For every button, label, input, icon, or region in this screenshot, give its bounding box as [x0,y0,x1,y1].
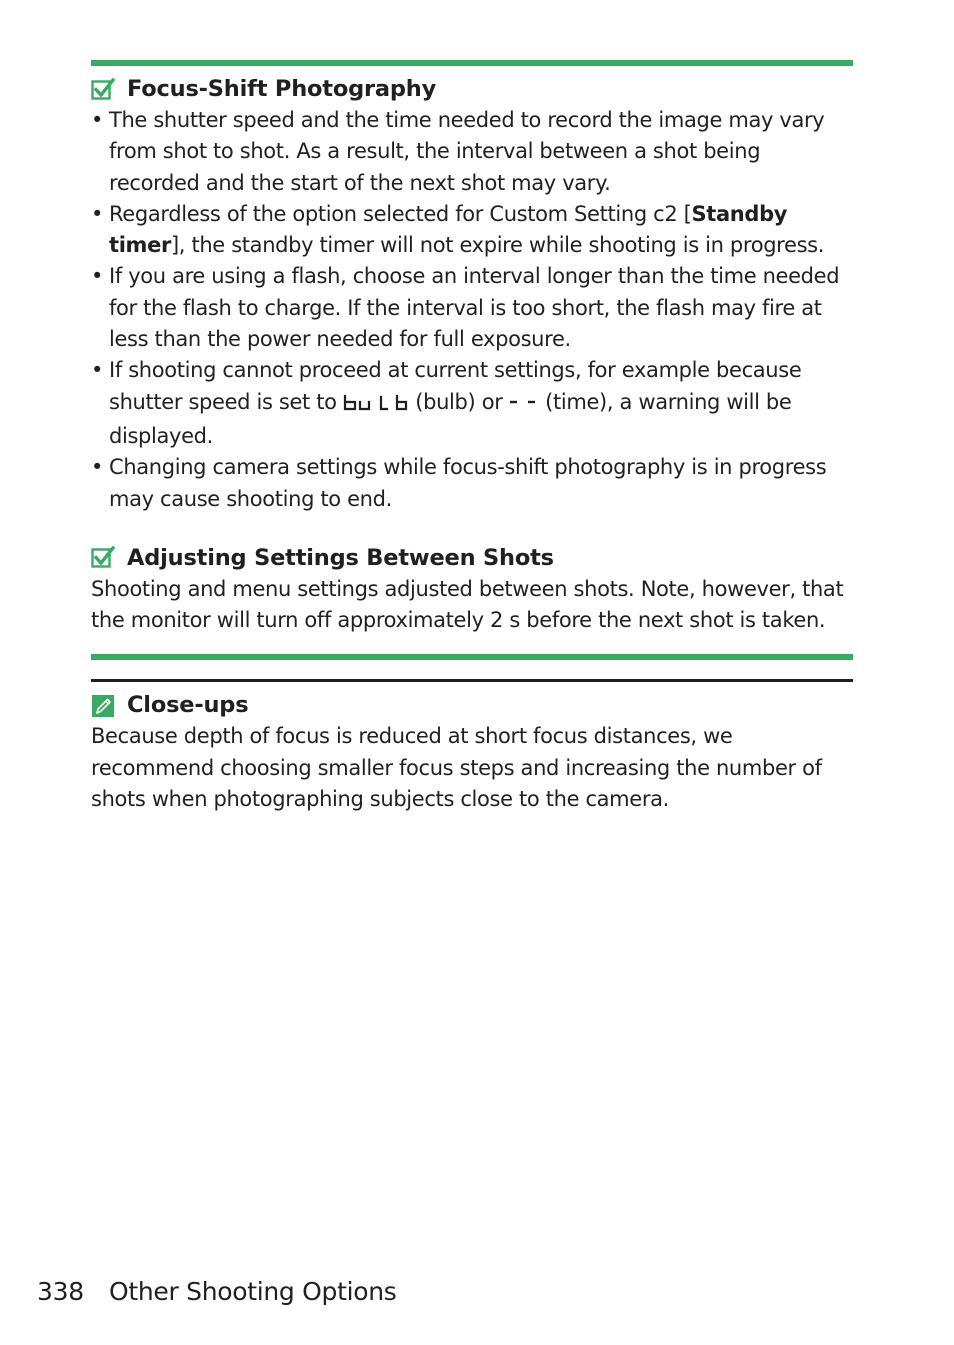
closeups-title: Close-ups [127,692,249,719]
focus-shift-heading [91,74,853,105]
adjusting-title: Adjusting Settings Between Shots [127,544,554,571]
list-item: • If shooting cannot proceed at current settings, for example because shutter speed is set to (bulb) or (time), a warning will be displayed. [91,355,853,452]
pencil-icon [91,694,115,718]
time-lcd-icon [509,390,539,421]
closeups-body: Because depth of focus is reduced at short focus distances, we recommend choosing smaller focus steps and increasing the number of shots when photographing subjects close to the camera. [91,724,822,812]
standby-timer-term: Standby timer [109,201,788,258]
closeups-heading [91,690,853,721]
list-item: • The shutter speed and the time needed to record the image may vary from shot to shot. As a result, the interval between a shot being recorded and the start of the next shot may vary. [91,105,853,199]
section-top-rule [91,60,853,66]
list-item: • If you are using a flash, choose an interval longer than the time needed for the flash to charge. If the interval is too short, the flash may fire at less than the power needed for full exposure. [91,261,853,355]
adjusting-heading [91,543,853,574]
page-number: 338 [37,1277,84,1306]
page-footer [37,1274,397,1310]
focus-shift-bullet-list [91,105,853,515]
page-content [91,60,853,815]
list-item: • Regardless of the option selected for Custom Setting c2 [Standby timer], the standby timer will not expire while shooting is in progress. [91,199,853,262]
list-item: • Changing camera settings while focus-shift photography is in progress may cause shooting to end. [91,452,853,515]
bulb-lcd-icon [343,390,409,421]
check-icon [91,546,115,570]
check-icon [91,78,115,102]
chapter-title: Other Shooting Options [109,1277,397,1306]
focus-shift-title: Focus-Shift Photography [127,76,437,102]
adjusting-body: Shooting and menu settings adjusted between shots. Note, however, that the monitor will turn off approximately 2 s before the next shot is taken. [91,576,844,633]
note-top-rule [91,679,853,682]
